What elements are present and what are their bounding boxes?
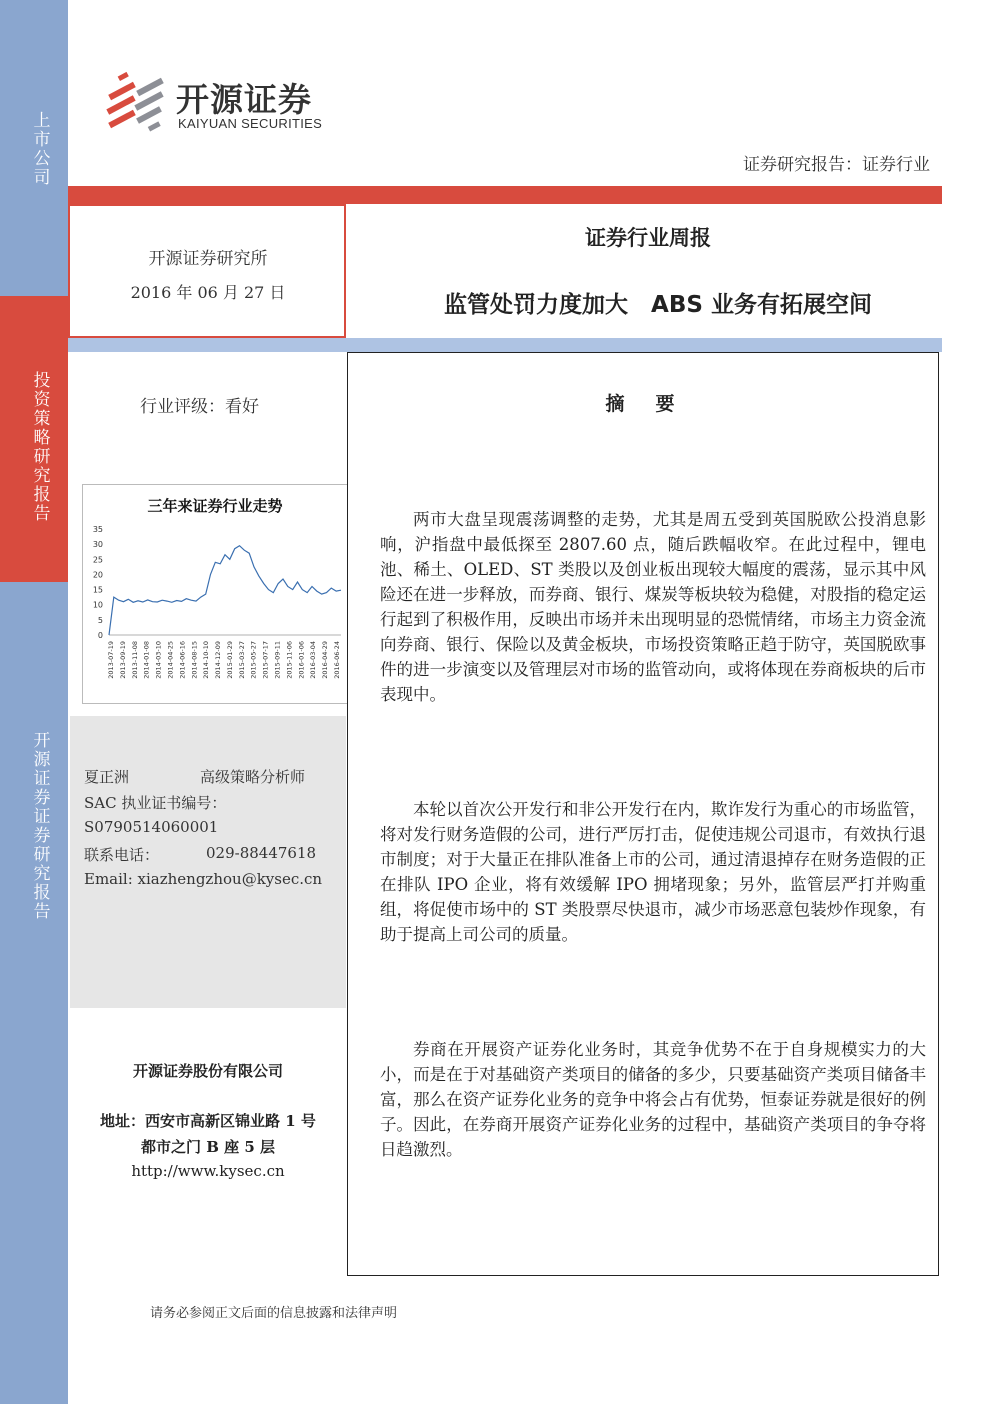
company-name: 开源证券股份有限公司 <box>132 1062 283 1080</box>
phone-label: 联系电话： <box>84 846 160 864</box>
x-tick-label: 2014-10-10 <box>202 641 211 679</box>
summary-paragraph-3: 券商在开展资产证券化业务时，其竞争优势不在于自身规模实力的大小，而是在于对基础资产类项目的储备的多少，只要基础资产类项目储备丰富，那么在资产证券化业务的竞争中将会占有优势，恒泰证券就是很好的例子。因此，在券商开展资产证券化业务的过程中，基础资产类项目的争夺将日趋激烈。 <box>380 1040 926 1159</box>
x-tick-label: 2016-01-06 <box>297 641 306 679</box>
summary-paragraph-2: 本轮以首次公开发行和非公开发行在内，欺诈发行为重心的市场监管，将对发行财务造假的公司，进行严厉打击，促使违规公司退市，有效执行退市制度；对于大量正在排队准备上市的公司，通过清退掉存在财务造假的正在排队 IPO 企业，将有效缓解 IPO 拥堵现象；另外，监管层严打并购重组，将促使市场中的 ST 类股票尽快退市，减少市场恶意包装炒作现象，有助于提高上司公司的质量。 <box>380 800 926 944</box>
summary-box <box>347 352 939 1276</box>
institute-name: 开源证券研究所 <box>148 249 268 269</box>
trend-chart <box>82 484 348 704</box>
report-date: 2016 年 06 月 27 日 <box>130 283 286 302</box>
report-title: 监管处罚力度加大 ABS 业务有拓展空间 <box>444 292 872 318</box>
x-tick-label: 2013-09-19 <box>118 641 127 679</box>
x-tick-label: 2014-04-25 <box>166 641 175 679</box>
y-tick-label: 0 <box>97 631 103 640</box>
header-blue-bar <box>68 338 942 352</box>
x-tick-label: 2014-01-08 <box>142 641 151 679</box>
x-tick-label: 2015-01-29 <box>225 641 234 679</box>
x-tick-label: 2016-03-04 <box>309 641 318 679</box>
y-tick-label: 5 <box>97 615 103 625</box>
y-tick-label: 25 <box>92 555 103 565</box>
x-tick-label: 2015-05-27 <box>249 641 258 679</box>
side-strip-bottom <box>0 582 68 1404</box>
industry-rating: 行业评级：看好 <box>140 397 259 417</box>
side-label-research: 开源证券 证券研究报告 <box>33 731 51 922</box>
x-tick-label: 2015-11-06 <box>285 641 294 679</box>
x-tick-label: 2013-07-19 <box>107 641 115 679</box>
chart-plot <box>83 485 347 703</box>
email-link[interactable]: Email: xiazhengzhou@kysec.cn <box>84 870 323 888</box>
x-tick-label: 2015-09-11 <box>273 641 282 679</box>
side-label-listed: 上市公司 <box>33 111 51 188</box>
cert-number: S0790514060001 <box>84 818 219 836</box>
summary-heading: 摘 要 <box>605 393 681 415</box>
company-address-line2: 都市之门 B 座 5 层 <box>140 1138 275 1156</box>
logo-cn-text: 开源证券 <box>176 80 312 119</box>
x-tick-label: 2016-04-29 <box>321 641 330 679</box>
left-panel-info <box>70 206 344 336</box>
x-tick-label: 2013-11-08 <box>130 641 139 679</box>
report-type-title: 证券行业周报 <box>585 226 711 250</box>
logo <box>104 70 344 136</box>
trend-series-line <box>109 546 341 635</box>
x-tick-label: 2014-03-10 <box>154 641 163 679</box>
phone-number: 029-88447618 <box>206 844 317 862</box>
footer-disclaimer: 请务必参阅正文后面的信息披露和法律声明 <box>150 1306 398 1321</box>
x-tick-label: 2014-12-09 <box>214 641 223 679</box>
y-tick-label: 20 <box>92 570 103 580</box>
company-address-line1: 地址：西安市高新区锦业路 1 号 <box>100 1112 316 1130</box>
x-tick-label: 2014-06-16 <box>178 641 187 679</box>
y-tick-label: 15 <box>92 585 103 595</box>
side-label-strategy: 投资策略研究报告 <box>33 371 51 524</box>
x-tick-label: 2014-08-15 <box>190 641 199 679</box>
y-tick-label: 35 <box>92 525 103 534</box>
cert-label: SAC 执业证书编号： <box>84 794 227 812</box>
x-tick-label: 2016-06-24 <box>333 641 341 679</box>
analyst-title: 高级策略分析师 <box>200 768 306 786</box>
logo-mark-icon <box>104 70 170 132</box>
logo-en-text: KAIYUAN SECURITIES <box>178 116 323 131</box>
chart-title: 三年来证券行业走势 <box>147 497 283 515</box>
company-url[interactable]: http://www.kysec.cn <box>131 1162 285 1180</box>
rating-panel <box>70 352 346 482</box>
x-tick-label: 2015-03-27 <box>237 641 246 679</box>
analyst-name: 夏正洲 <box>84 768 130 786</box>
header-report-type: 证券研究报告：证券行业 <box>743 155 930 175</box>
x-tick-label: 2015-07-17 <box>261 641 270 679</box>
summary-paragraph-1: 两市大盘呈现震荡调整的走势，尤其是周五受到英国脱欧公投消息影响，沪指盘中最低探至 2807.60 点，随后跌幅收窄。在此过程中，锂电池、稀土、OLED、ST 类股以及创业板出现较大幅度的震荡，显示其中风险还在进一步释放，而券商、银行、煤炭等板块较为稳健，对股指的稳定运行起到了积极作用，反映出市场并未出现明显的恐慌情绪，市场主力资金流向券商、银行、保险以及黄金板块，市场投资策略正趋于防守，英国脱欧事件的进一步演变以及管理层对市场的监管动向，或将体现在券商板块的后市表现中。 <box>380 510 926 704</box>
y-tick-label: 10 <box>92 600 103 610</box>
y-tick-label: 30 <box>92 540 103 550</box>
header-red-bar <box>68 186 942 204</box>
